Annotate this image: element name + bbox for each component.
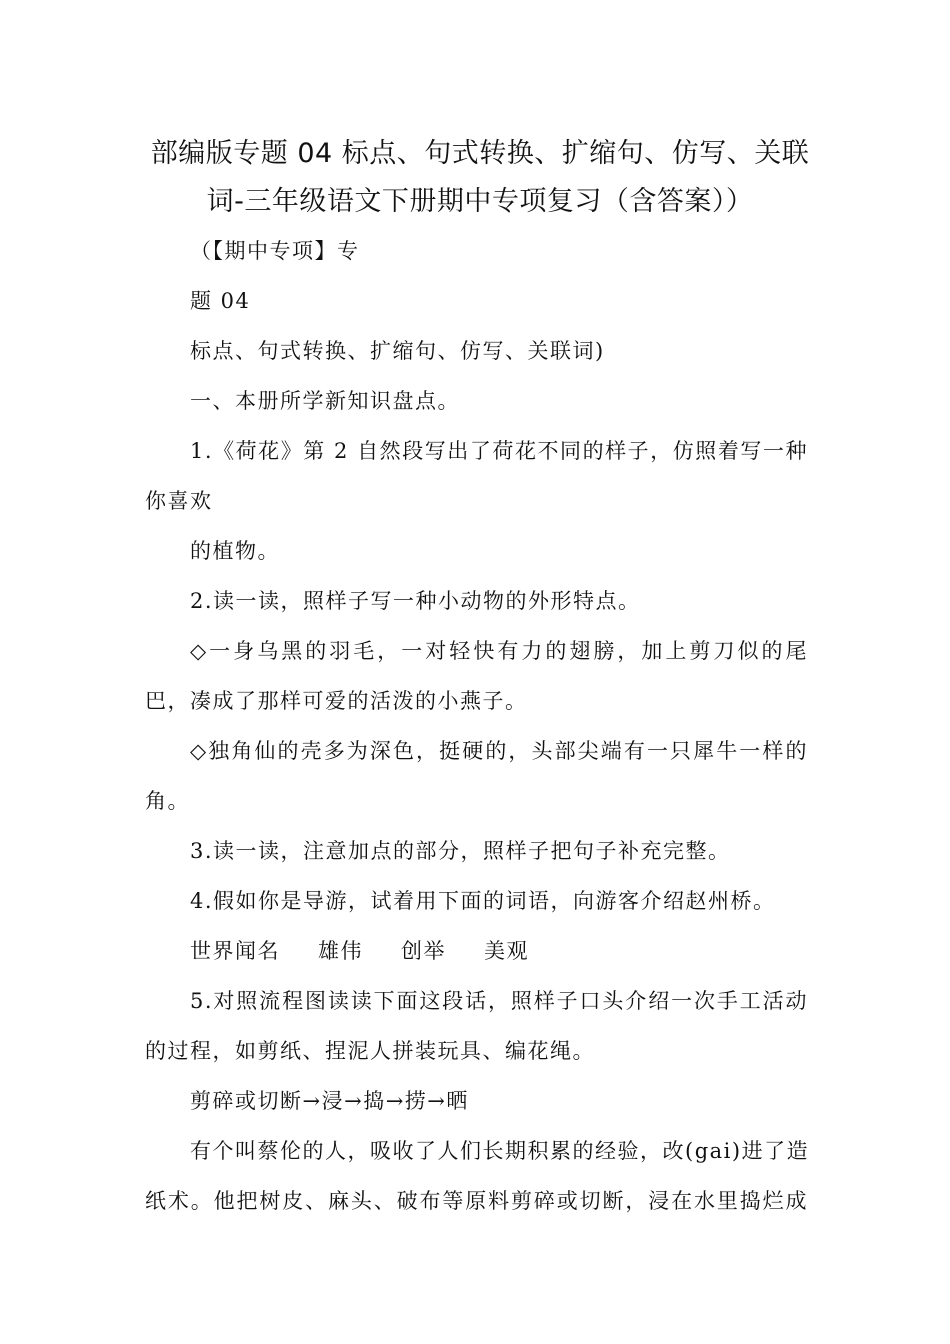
question-5-line-1: 5.对照流程图读读下面这段话，照样子口头介绍一次手工活动: [190, 989, 808, 1013]
question-1-line-3: 的植物。: [190, 539, 280, 563]
example-beetle-line-1: ◇独角仙的壳多为深色，挺硬的，头部尖端有一只犀牛一样的: [190, 739, 808, 763]
example-swallow-line-1: ◇一身乌黑的羽毛，一对轻快有力的翅膀，加上剪刀似的尾: [190, 639, 808, 663]
question-1-line-2: 你喜欢: [145, 489, 213, 513]
question-4: 4.假如你是导游，试着用下面的词语，向游客介绍赵州桥。: [190, 889, 776, 913]
word-item: 雄伟: [318, 939, 363, 963]
text-line: 标点、句式转换、扩缩句、仿写、关联词): [190, 339, 605, 363]
text-line: （【期中专项】专: [190, 239, 360, 263]
text-line: 一、本册所学新知识盘点。: [190, 389, 460, 413]
paragraph-line-1: 有个叫蔡伦的人，吸收了人们长期积累的经验，改(gai)进了造: [190, 1139, 810, 1163]
word-item: 创举: [401, 939, 446, 963]
question-3: 3.读一读，注意加点的部分，照样子把句子补充完整。: [190, 839, 731, 863]
text-line: 题 04: [190, 289, 251, 313]
question-2: 2.读一读，照样子写一种小动物的外形特点。: [190, 589, 641, 613]
example-swallow-line-2: 巴，凑成了那样可爱的活泼的小燕子。: [145, 689, 528, 713]
question-5-line-2: 的过程，如剪纸、捏泥人拼装玩具、编花绳。: [145, 1039, 595, 1063]
document-title-line-1: 部编版专题 04 标点、句式转换、扩缩句、仿写、关联: [150, 138, 810, 169]
word-item: 美观: [484, 939, 529, 963]
question-1-line-1: 1.《荷花》第 2 自然段写出了荷花不同的样子，仿照着写一种: [190, 439, 808, 463]
process-flow: 剪碎或切断→浸→捣→捞→晒: [190, 1089, 469, 1113]
word-item: 世界闻名: [190, 939, 280, 963]
word-list: [190, 936, 529, 966]
paragraph-line-2: 纸术。他把树皮、麻头、破布等原料剪碎或切断，浸在水里捣烂成: [145, 1189, 808, 1213]
document-title-line-2: 词-三年级语文下册期中专项复习（含答案））: [206, 186, 754, 217]
example-beetle-line-2: 角。: [145, 789, 190, 813]
